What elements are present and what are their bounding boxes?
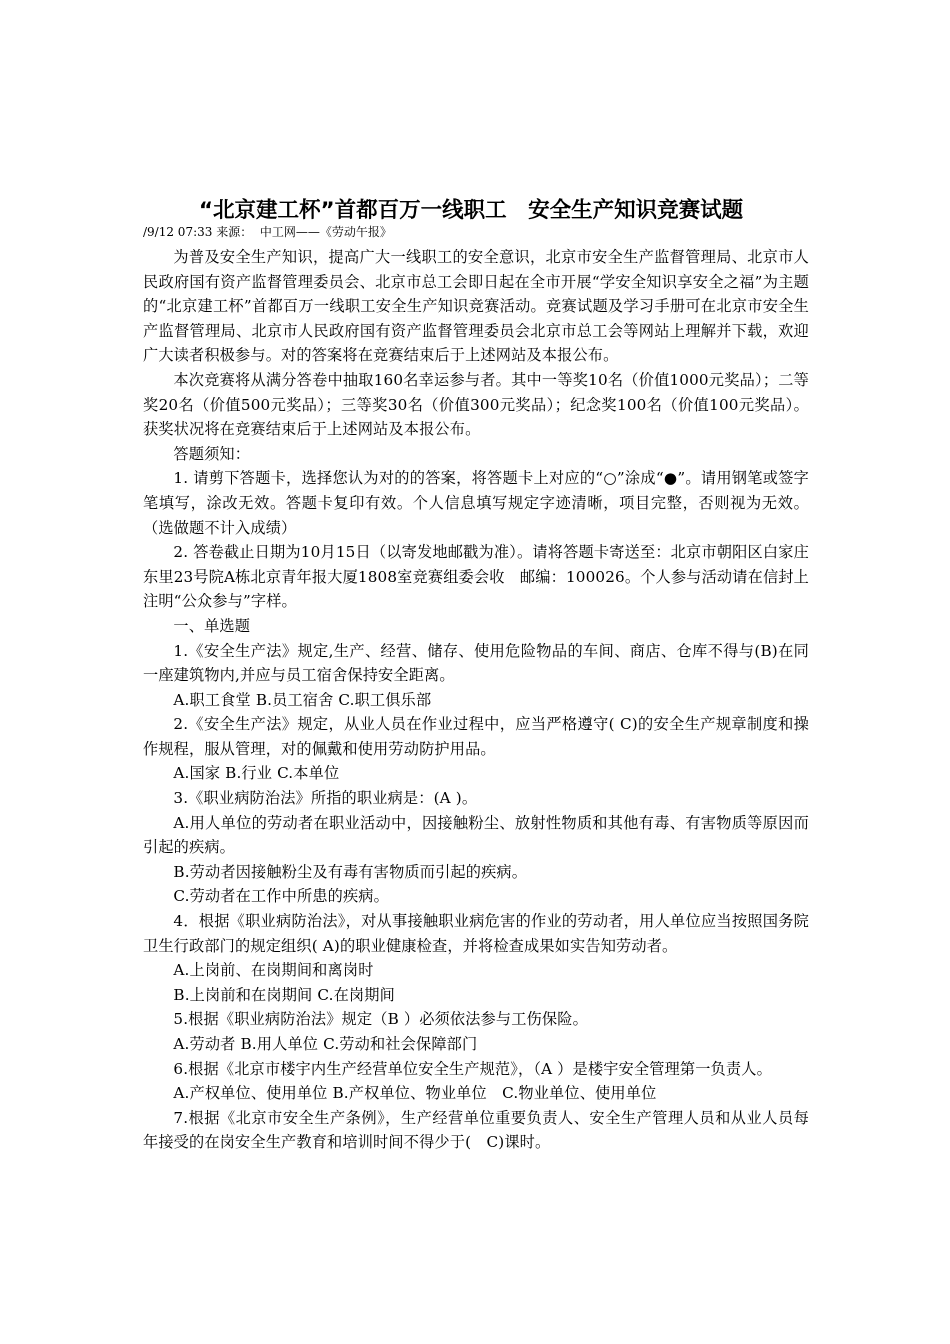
answer-options: A.国家 B.行业 C.本单位 (173, 764, 340, 783)
question: 6.根据《北京市楼宇内生产经营单位安全生产规范》，（A ）是楼宇安全管理第一负责人。 (173, 1059, 772, 1078)
paragraph: 为普及安全生产知识，提高广大一线职工的安全意识，北京市安全生产监督管理局、北京市人民政府国有资产监督管理委员会、北京市总工会即日起在全市开展“学安全知识享安全之福”为主题的“北京建工杯”首都百万一线职工安全生产知识竞赛活动。竞赛试题及学习手册可在北京市安全生产监督管理局、北京市人民政府国有资产监督管理委员会北京市总工会等网站上理解并下载，欢迎广大读者积极参与。对的答案将在竞赛结束后于上述网站及本报公布。 (143, 248, 809, 365)
question: 4．根据《职业病防治法》，对从事接触职业病危害的作业的劳动者，用人单位应当按照国务院卫生行政部门的规定组织( A)的职业健康检查，并将检查成果如实告知劳动者。 (143, 912, 809, 955)
answer-option: C.劳动者在工作中所患的疾病。 (173, 887, 389, 906)
paragraph: 1. 请剪下答题卡，选择您认为对的的答案，将答题卡上对应的“○”涂成“●”。请用钢笔或签字笔填写，涂改无效。答题卡复印有效。个人信息填写规定字迹清晰，项目完整，否则视为无效。（选做题不计入成绩） (143, 469, 809, 537)
question: 5.根据《职业病防治法》规定（B ）必须依法参与工伤保险。 (173, 1010, 588, 1029)
source-line: /9/12 07:33 来源： 中工网——《劳动午报》 (143, 225, 392, 239)
answer-options: B.上岗前和在岗期间 C.在岗期间 (173, 985, 395, 1004)
question: 3.《职业病防治法》所指的职业病是：(A )。 (173, 789, 478, 808)
paragraph: 本次竞赛将从满分答卷中抽取160名幸运参与者。其中一等奖10名（价值1000元奖品）；二等奖20名（价值500元奖品）；三等奖30名（价值300元奖品）；纪念奖100名（价值100元奖品）。获奖状况将在竞赛结束后于上述网站及本报公布。 (143, 370, 809, 439)
question: 7.根据《北京市安全生产条例》，生产经营单位重要负责人、安全生产管理人员和从业人员每年接受的在岗安全生产教育和培训时间不得少于( C)课时。 (143, 1108, 809, 1152)
question: 1.《安全生产法》规定,生产、经营、储存、使用危险物品的车间、商店、仓库不得与(B)在同一座建筑物内,并应与员工宿舍保持安全距离。 (143, 641, 809, 685)
answer-options: A.职工食堂 B.员工宿舍 C.职工俱乐部 (173, 690, 432, 709)
document-title: “北京建工杯”首都百万一线职工 安全生产知识竞赛试题 (198, 198, 744, 223)
section-heading: 一、单选题 (173, 616, 251, 635)
answer-option: A.用人单位的劳动者在职业活动中，因接触粉尘、放射性物质和其他有毒、有害物质等原因而引起的疾病。 (143, 813, 809, 857)
paragraph: 2. 答卷截止日期为10月15日（以寄发地邮戳为准）。请将答题卡寄送至：北京市朝阳区白家庄东里23号院A栋北京青年报大厦1808室竞赛组委会收 邮编：100026。个人参与活动请在信封上注明“公众参与”字样。 (143, 543, 809, 611)
answer-options: A.劳动者 B.用人单位 C.劳动和社会保障部门 (173, 1035, 478, 1053)
answer-options: A.产权单位、使用单位 B.产权单位、物业单位 C.物业单位、使用单位 (173, 1084, 657, 1103)
document-page (143, 196, 809, 1155)
answer-option: B.劳动者因接触粉尘及有毒有害物质而引起的疾病。 (173, 862, 528, 881)
paragraph: 答题须知： (173, 444, 251, 463)
answer-option: A.上岗前、在岗期间和离岗时 (173, 961, 374, 980)
question: 2.《安全生产法》规定，从业人员在作业过程中，应当严格遵守( C)的安全生产规章制度和操作规程，服从管理，对的佩戴和使用劳动防护用品。 (143, 715, 809, 758)
